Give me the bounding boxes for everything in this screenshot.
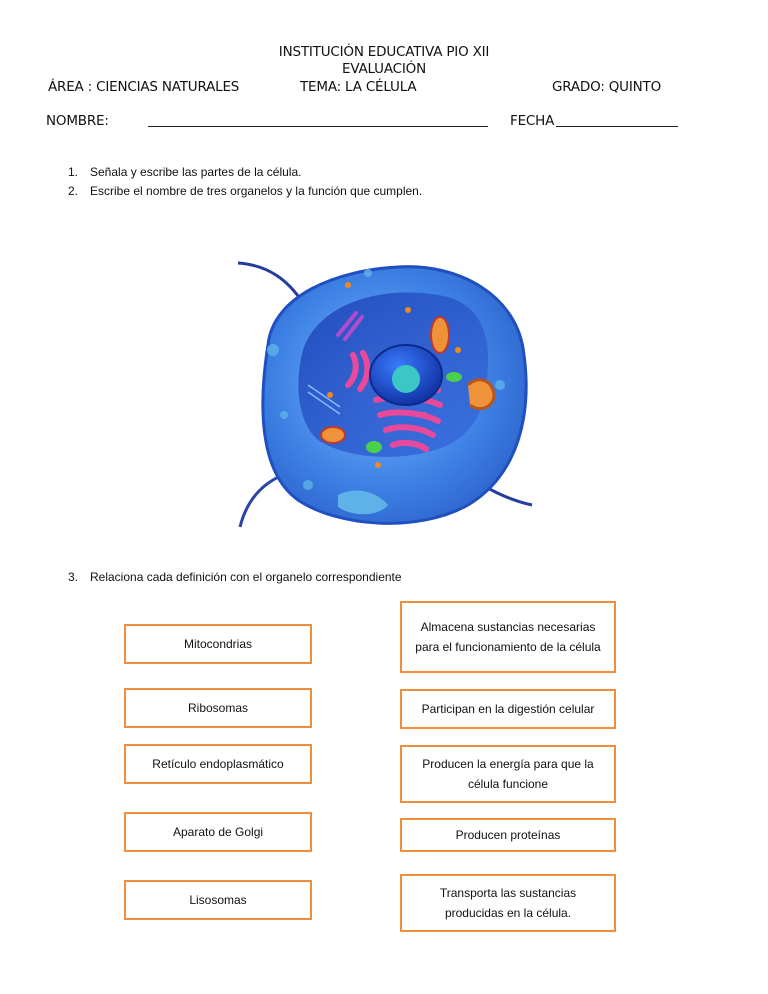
question-text: Escribe el nombre de tres organelos y la función que cumplen. bbox=[90, 184, 423, 198]
question-number: 2. bbox=[68, 184, 79, 198]
definition-box[interactable]: Producen proteínas bbox=[400, 818, 616, 852]
question-number: 1. bbox=[68, 165, 79, 179]
definition-box[interactable]: Transporta las sustancias producidas en la célula. bbox=[400, 874, 616, 932]
date-label: FECHA bbox=[510, 113, 555, 129]
pointer-strand bbox=[238, 263, 303, 303]
institution-title: INSTITUCIÓN EDUCATIVA PIO XII bbox=[278, 44, 490, 60]
question-2 bbox=[68, 184, 422, 198]
mitochondrion bbox=[431, 317, 449, 353]
organelle-box[interactable]: Ribosomas bbox=[124, 688, 312, 728]
name-blank-line[interactable] bbox=[148, 126, 488, 127]
exam-title: EVALUACIÓN bbox=[342, 61, 426, 77]
question-text: Relaciona cada definición con el organelo correspondiente bbox=[90, 570, 402, 584]
question-3 bbox=[68, 570, 402, 584]
definition-box[interactable]: Almacena sustancias necesarias para el funcionamiento de la célula bbox=[400, 601, 616, 673]
date-blank-line[interactable] bbox=[556, 126, 678, 127]
organelle-box[interactable]: Mitocondrias bbox=[124, 624, 312, 664]
definition-box[interactable]: Producen la energía para que la célula funcione bbox=[400, 745, 616, 803]
question-number: 3. bbox=[68, 570, 79, 584]
nucleolus bbox=[392, 365, 420, 393]
question-text: Señala y escribe las partes de la célula. bbox=[90, 165, 302, 179]
lysosome bbox=[366, 441, 382, 453]
golgi-apparatus bbox=[468, 380, 494, 409]
topic-label: TEMA: LA CÉLULA bbox=[300, 79, 417, 95]
organelle-box[interactable]: Lisosomas bbox=[124, 880, 312, 920]
grade-label: GRADO: QUINTO bbox=[552, 79, 662, 95]
organelle-box[interactable]: Aparato de Golgi bbox=[124, 812, 312, 852]
name-label: NOMBRE: bbox=[46, 113, 109, 129]
organelle-box[interactable]: Retículo endoplasmático bbox=[124, 744, 312, 784]
question-1 bbox=[68, 165, 301, 179]
mitochondrion bbox=[321, 427, 345, 443]
animal-cell-illustration bbox=[228, 255, 540, 535]
definition-box[interactable]: Participan en la digestión celular bbox=[400, 689, 616, 729]
lysosome bbox=[446, 372, 462, 382]
area-label: ÁREA : CIENCIAS NATURALES bbox=[48, 79, 240, 95]
